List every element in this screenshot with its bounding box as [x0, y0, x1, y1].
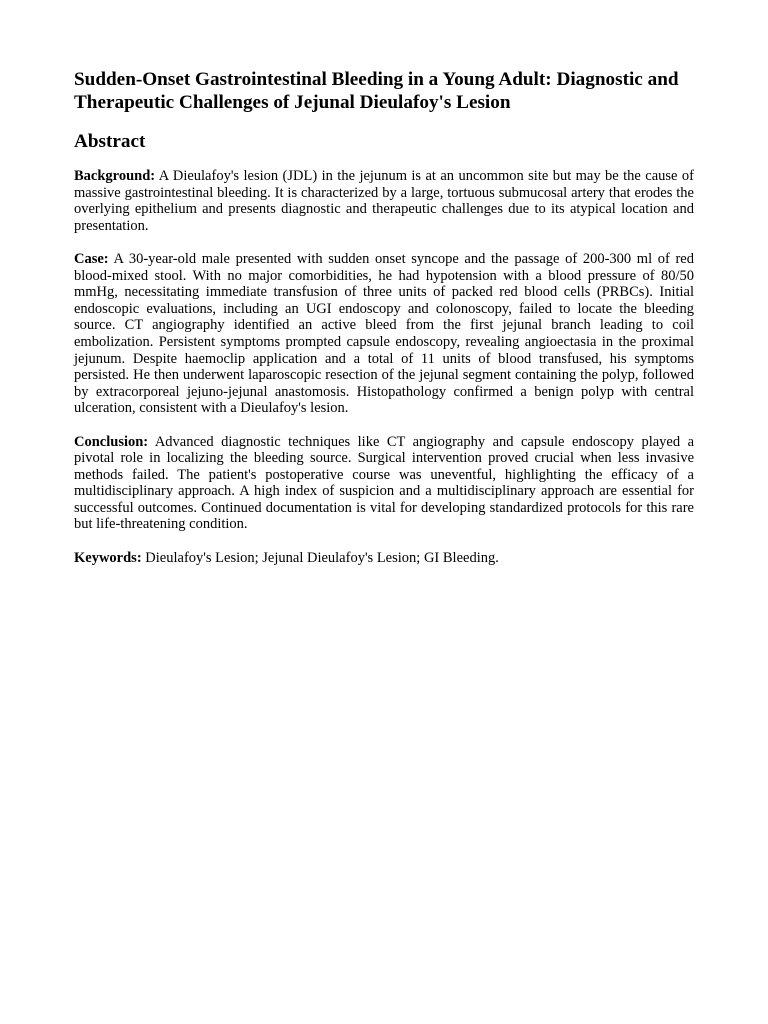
paper-title: Sudden-Onset Gastrointestinal Bleeding in a Young Adult: Diagnostic and Therapeutic Challenges of Jejunal Dieulafoy's Lesion — [74, 69, 679, 113]
keywords-paragraph — [74, 550, 694, 567]
case-paragraph — [74, 251, 694, 417]
abstract-heading: Abstract — [74, 131, 146, 152]
conclusion-paragraph — [74, 434, 694, 534]
keywords-text: Dieulafoy's Lesion; Jejunal Dieulafoy's Lesion; GI Bleeding. — [145, 549, 499, 566]
conclusion-label: Conclusion: — [74, 433, 149, 450]
case-label: Case: — [74, 250, 109, 267]
case-text: A 30-year-old male presented with sudden onset syncope and the passage of 200-300 ml of red blood-mixed stool. With no major comorbidities, he had hypotension with a blood pressure of 80/50 mmHg, necessitating immediate transfusion of three units of packed red blood cells (PRBCs). Initial endoscopic evaluations, including an UGI endoscopy and colonoscopy, failed to locate the bleeding source. CT angiography identified an active bleed from the first jejunal branch leading to coil embolization. Persistent symptoms prompted capsule endoscopy, revealing angioectasia in the proximal jejunum. Despite haemoclip application and a total of 11 units of blood transfused, his symptoms persisted. He then underwent laparoscopic resection of the jejunal segment containing the polyp, followed by extracorporeal jejuno-jejunal anastomosis. Histopathology confirmed a benign polyp with central ulceration, consistent with a Dieulafoy's lesion. — [74, 250, 694, 417]
keywords-label: Keywords: — [74, 549, 142, 566]
background-label: Background: — [74, 168, 156, 184]
conclusion-text: Advanced diagnostic techniques like CT angiography and capsule endoscopy played a pivotal role in localizing the bleeding source. Surgical intervention proved crucial when less invasive methods failed. The patient's postoperative course was uneventful, highlighting the efficacy of a multidisciplinary approach. A high index of suspicion and a multidisciplinary approach are essential for successful outcomes. Continued documentation is vital for developing standardized protocols for this rare but life-threatening condition. — [74, 433, 695, 533]
background-text: A Dieulafoy's lesion (JDL) in the jejunum is at an uncommon site but may be the cause of massive gastrointestinal bleeding. It is characterized by a large, tortuous submucosal artery that erodes the overlying epithelium and presents diagnostic and therapeutic challenges due to its atypical location and presentation. — [74, 168, 694, 234]
background-paragraph — [74, 168, 694, 234]
